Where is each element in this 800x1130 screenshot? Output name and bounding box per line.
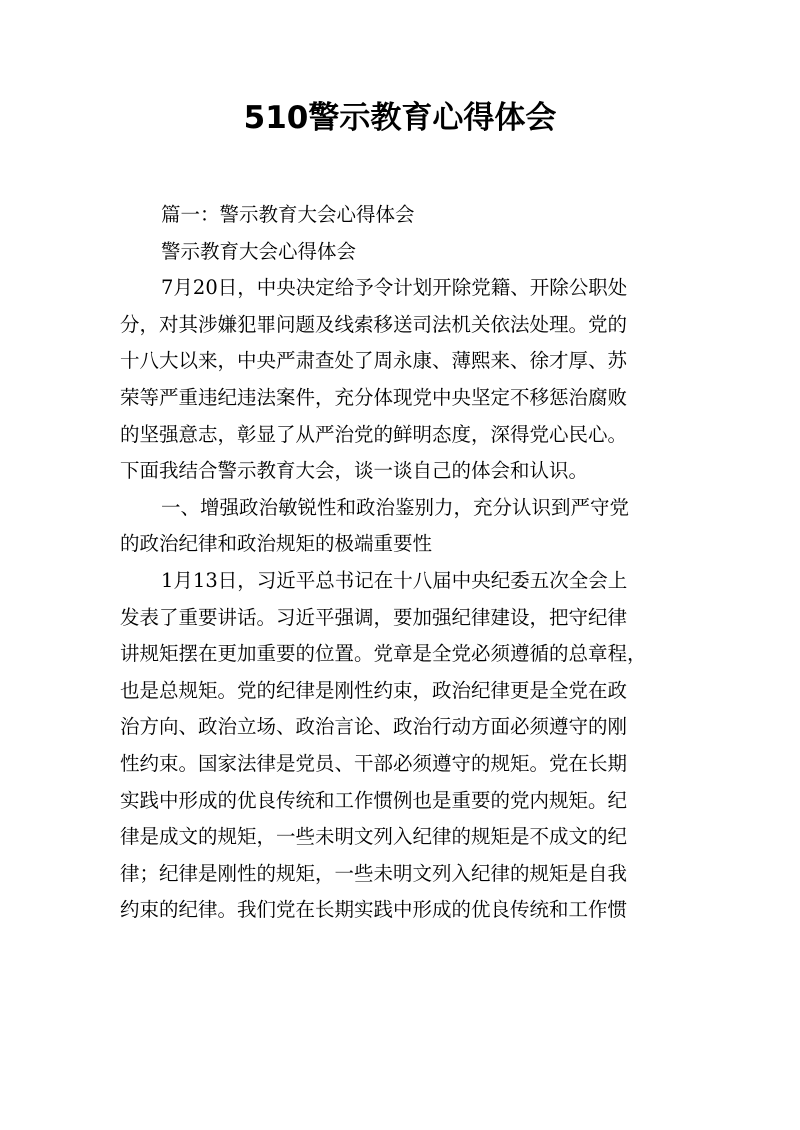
body-line: 一、增强政治敏锐性和政治鉴别力，充分认识到严守党 <box>161 495 630 519</box>
document-body <box>120 197 690 929</box>
body-line: 的政治纪律和政治规矩的极端重要性 <box>120 532 433 556</box>
body-line: 治方向、政治立场、政治言论、政治行动方面必须遵守的刚 <box>120 715 628 739</box>
body-line: 约束的纪律。我们党在长期实践中形成的优良传统和工作惯 <box>120 898 628 922</box>
body-line: 也是总规矩。党的纪律是刚性约束，政治纪律更是全党在政 <box>120 678 628 702</box>
body-line: 7月20日，中央决定给予令计划开除党籍、开除公职处 <box>161 276 628 300</box>
body-line: 1月13日，习近平总书记在十八届中央纪委五次全会上 <box>161 568 628 592</box>
body-line: 律是成文的规矩，一些未明文列入纪律的规矩是不成文的纪 <box>120 825 628 849</box>
body-line: 分，对其涉嫌犯罪问题及线索移送司法机关依法处理。党的 <box>120 312 628 336</box>
body-line: 篇一：警示教育大会心得体会 <box>161 203 415 226</box>
body-line: 下面我结合警示教育大会，谈一谈自己的体会和认识。 <box>120 459 589 483</box>
body-line: 讲规矩摆在更加重要的位置。党章是全党必须遵循的总章程， <box>120 642 647 666</box>
body-line: 发表了重要讲话。习近平强调，要加强纪律建设，把守纪律 <box>120 605 628 629</box>
body-line: 十八大以来，中央严肃查处了周永康、薄熙来、徐才厚、苏 <box>120 349 628 373</box>
document-title: 510警示教育心得体会 <box>243 100 557 136</box>
body-line: 性约束。国家法律是党员、干部必须遵守的规矩。党在长期 <box>120 751 628 775</box>
body-line: 的坚强意志，彰显了从严治党的鲜明态度，深得党心民心。 <box>120 422 628 446</box>
body-line: 荣等严重违纪违法案件，充分体现党中央坚定不移惩治腐败 <box>120 385 628 409</box>
body-line: 警示教育大会心得体会 <box>161 239 357 263</box>
body-line: 律；纪律是刚性的规矩，一些未明文列入纪律的规矩是自我 <box>120 861 628 885</box>
body-line: 实践中形成的优良传统和工作惯例也是重要的党内规矩。纪 <box>120 788 628 812</box>
